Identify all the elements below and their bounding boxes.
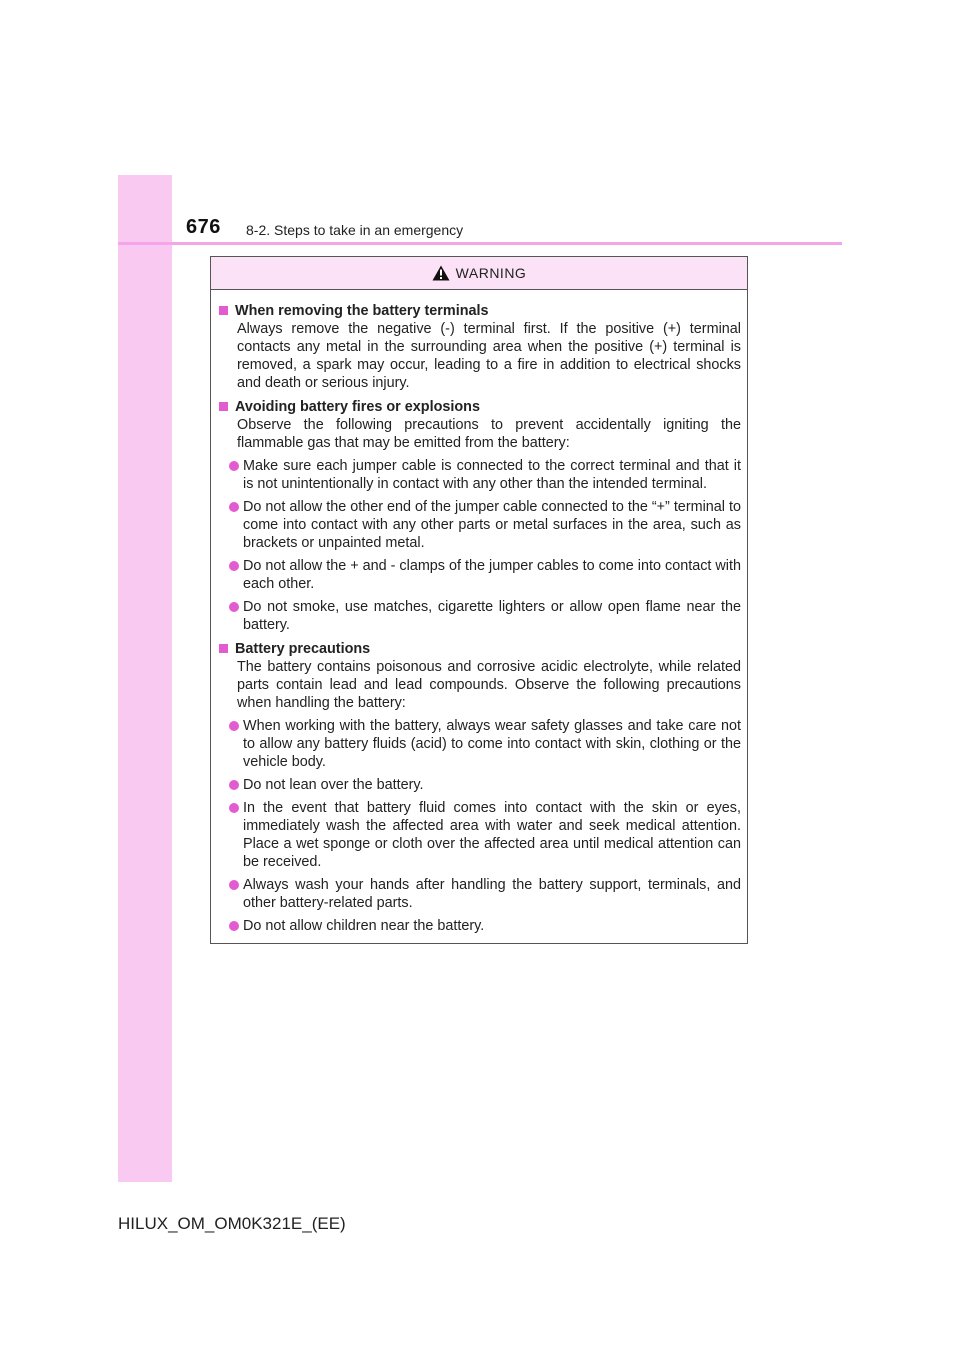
circle-bullet-icon — [229, 561, 239, 571]
square-bullet-icon — [219, 306, 228, 315]
warning-section — [219, 398, 741, 634]
list-item: When working with the battery, always wear safety glasses and take care not to allow any battery fluids (acid) to come into contact with skin, clothing or the vehicle body. — [229, 717, 741, 771]
section-title: 8-2. Steps to take in an emergency — [246, 222, 464, 238]
square-bullet-icon — [219, 402, 228, 411]
square-bullet-icon — [219, 644, 228, 653]
list-item: In the event that battery fluid comes into contact with the skin or eyes, immediately wash the affected area with water and seek medical attention. Place a wet sponge or cloth over the affected area until medical attention can be received. — [229, 799, 741, 871]
section-paragraph: Observe the following precautions to prevent accidentally igniting the flammable gas that may be emitted from the battery: — [237, 417, 741, 451]
list-item: Do not allow the + and - clamps of the jumper cables to come into contact with each other. — [229, 557, 741, 593]
header-rule — [118, 242, 842, 245]
section-paragraph: Always remove the negative (-) terminal first. If the positive (+) terminal contacts any metal in the surrounding area when the positive (+) terminal is removed, a spark may occur, leading to a fire in addition to electrical shocks and death or serious injury. — [237, 321, 741, 391]
section-paragraph: The battery contains poisonous and corrosive acidic electrolyte, while related parts contain lead and lead compounds. Observe the following precautions when handling the battery: — [237, 659, 741, 711]
section-heading: Avoiding battery fires or explosions — [219, 398, 741, 416]
circle-bullet-icon — [229, 502, 239, 512]
section-heading: Battery precautions — [219, 640, 741, 658]
warning-section — [219, 640, 741, 935]
circle-bullet-icon — [229, 721, 239, 731]
section-heading: When removing the battery terminals — [219, 302, 741, 320]
warning-section — [219, 302, 741, 392]
list-item: Do not smoke, use matches, cigarette lighters or allow open flame near the battery. — [229, 598, 741, 634]
circle-bullet-icon — [229, 880, 239, 890]
circle-bullet-icon — [229, 780, 239, 790]
list-item: Make sure each jumper cable is connected to the correct terminal and that it is not unintentionally in contact with any other than the intended terminal. — [229, 457, 741, 493]
warning-box — [210, 256, 748, 944]
warning-triangle-icon — [432, 265, 450, 281]
warning-body — [211, 290, 747, 935]
list-item: Do not allow the other end of the jumper cable connected to the “+” terminal to come into contact with any other parts or metal surfaces in the area, such as brackets or unpainted metal. — [229, 498, 741, 552]
side-accent-band — [118, 175, 172, 1182]
warning-header — [211, 257, 747, 290]
list-item: Do not allow children near the battery. — [229, 917, 741, 935]
warning-title: WARNING — [455, 265, 527, 281]
list-item: Always wash your hands after handling the battery support, terminals, and other battery-related parts. — [229, 876, 741, 912]
page-number: 676 — [186, 216, 221, 238]
document-code: HILUX_OM_OM0K321E_(EE) — [118, 1214, 346, 1233]
circle-bullet-icon — [229, 921, 239, 931]
circle-bullet-icon — [229, 461, 239, 471]
list-item: Do not lean over the battery. — [229, 776, 741, 794]
circle-bullet-icon — [229, 602, 239, 612]
circle-bullet-icon — [229, 803, 239, 813]
